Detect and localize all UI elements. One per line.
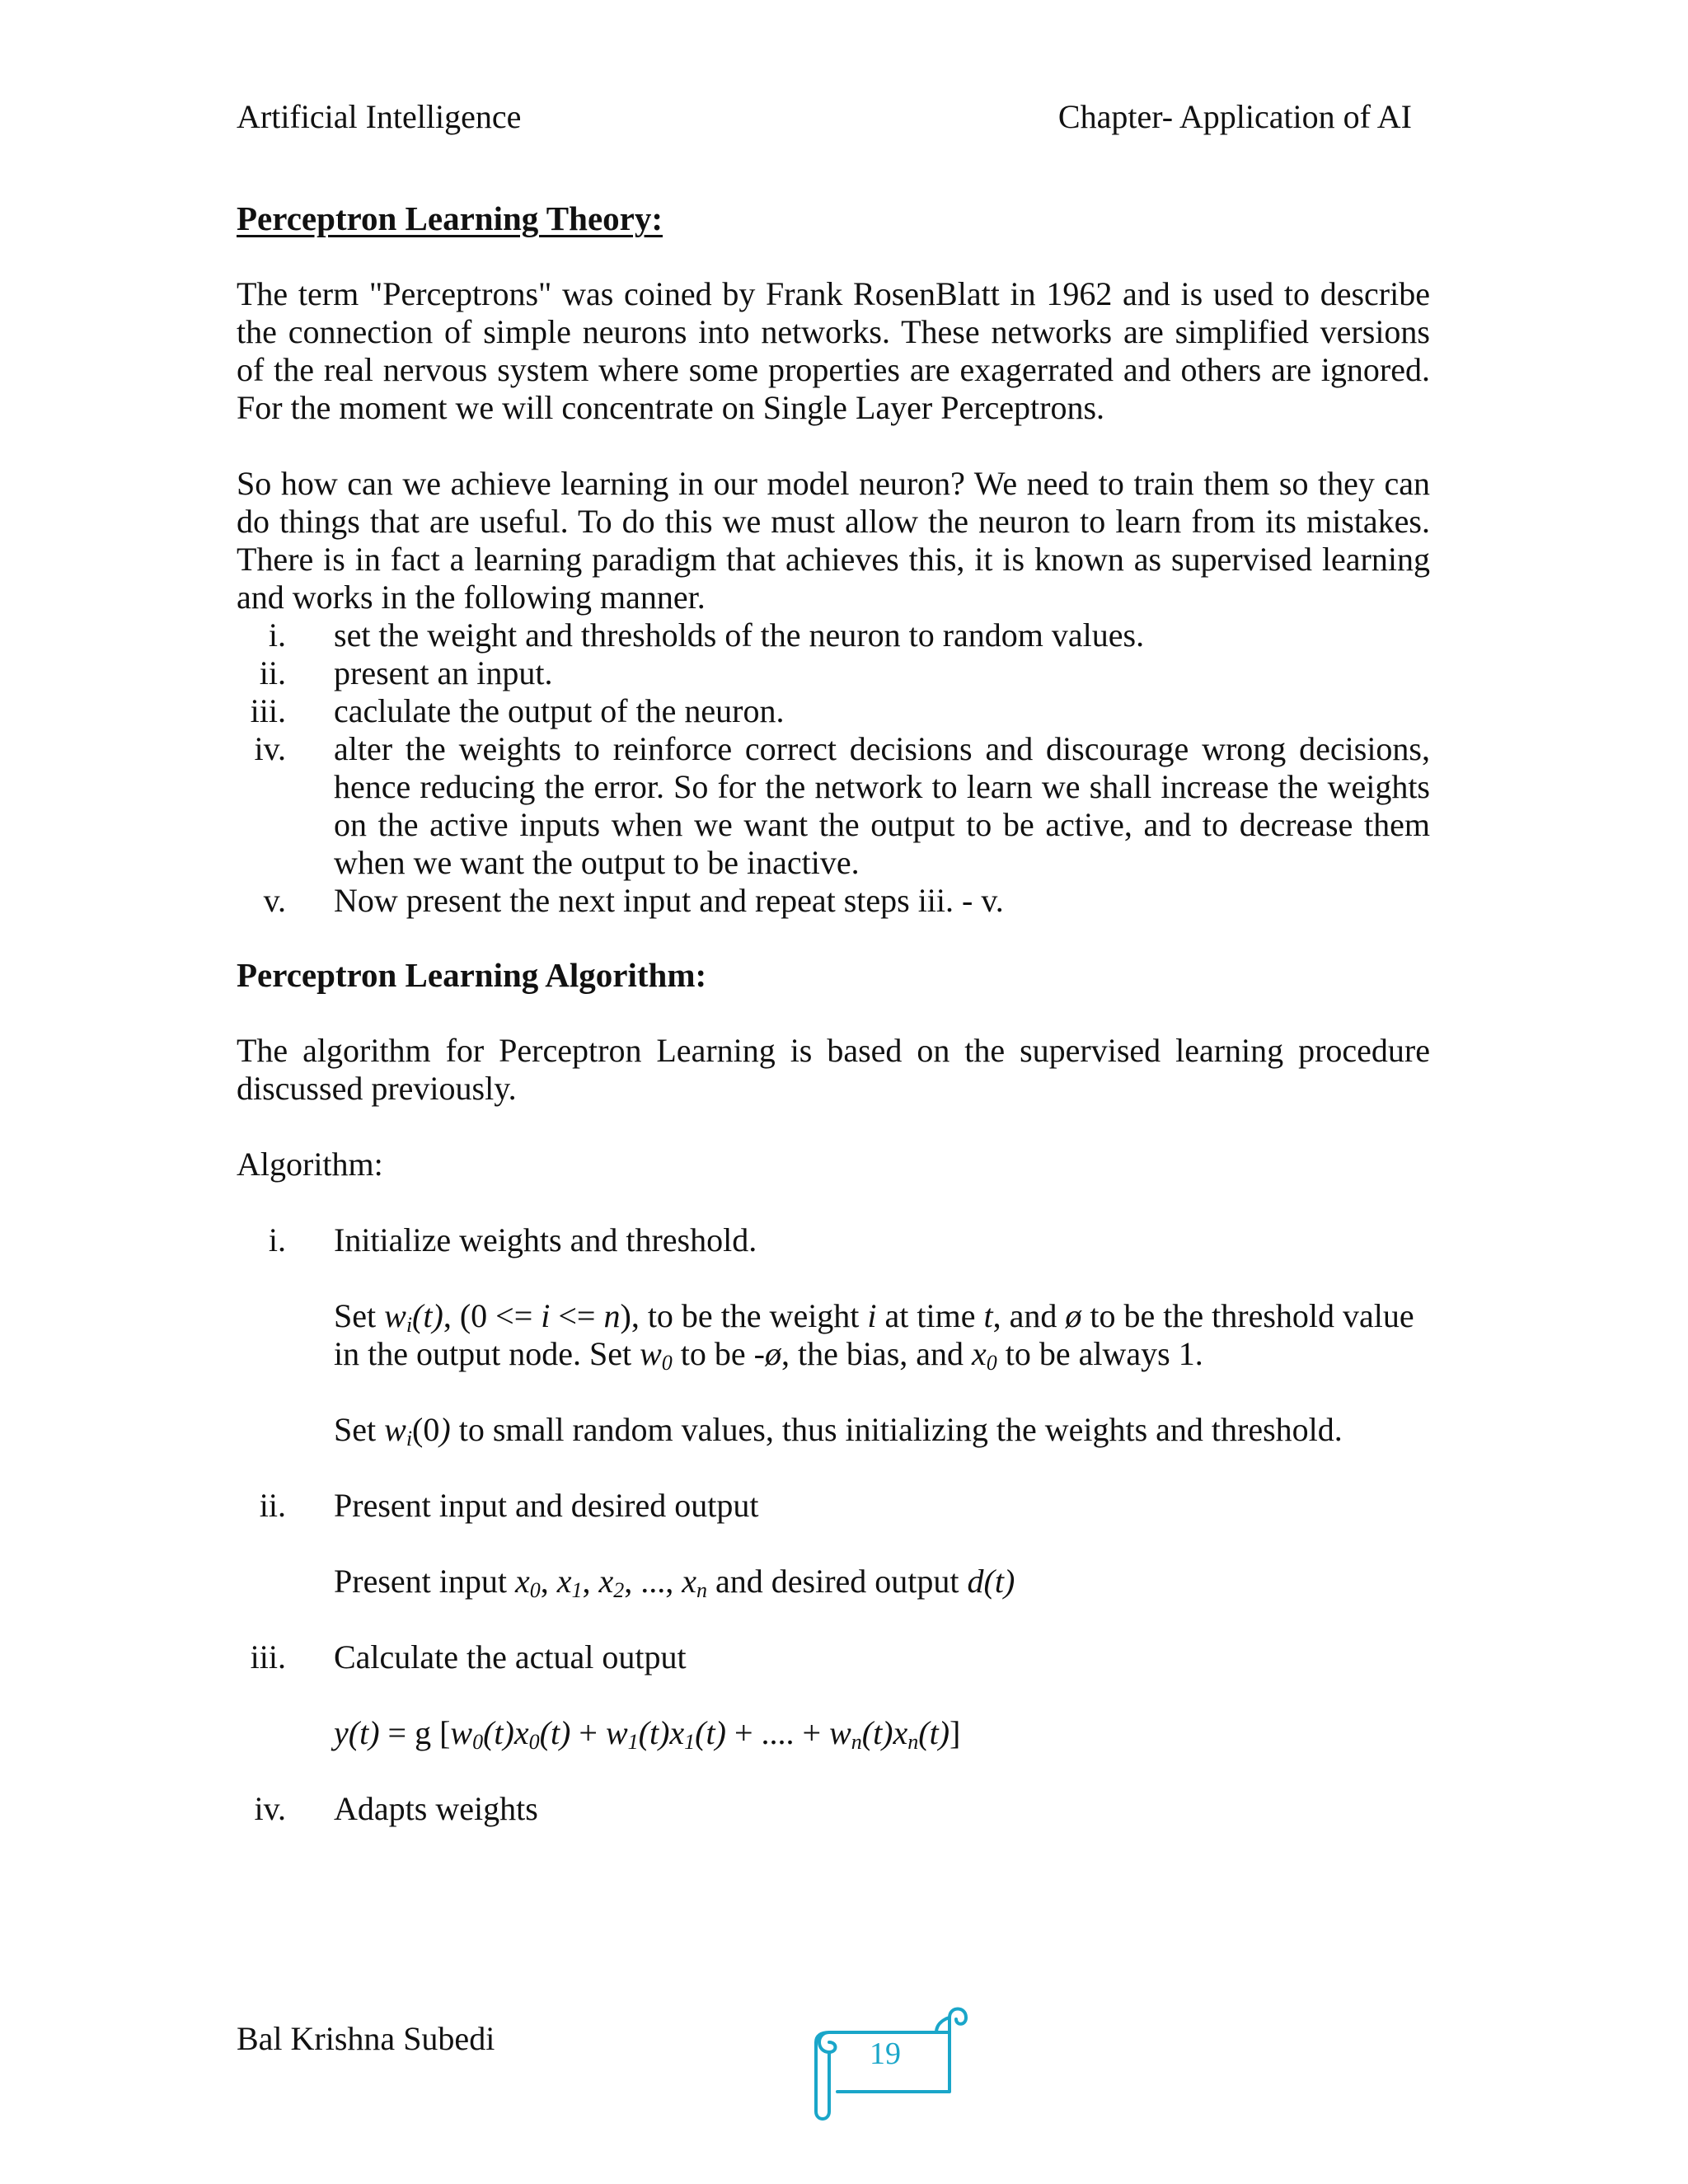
section-title-theory: Perceptron Learning Theory: bbox=[237, 199, 663, 237]
theory-paragraph-2: So how can we achieve learning in our model neuron? We need to train them so they can do things that are useful. To do this we must allow the neuron to learn from its mistakes. There is in fact a learning paradigm that achieves this, it is known as supervised learning and works in the following manner. bbox=[237, 465, 1430, 616]
theory-paragraph-1: The term "Perceptrons" was coined by Frank RosenBlatt in 1962 and is used to describe the connection of simple neurons into networks. These networks are simplified versions of the real nervous system where some properties are exagerrated and others are ignored. For the moment we will concentrate on Single Layer Perceptrons. bbox=[237, 275, 1430, 426]
header-chapter-title: Chapter- Application of AI bbox=[1057, 98, 1412, 135]
list-text: present an input. bbox=[334, 654, 553, 691]
list-item bbox=[237, 654, 1430, 692]
list-text: Now present the next input and repeat steps iii. - v. bbox=[334, 882, 1004, 919]
list-number: iii. bbox=[250, 692, 286, 729]
page-number: 19 bbox=[870, 2036, 901, 2071]
list-number: ii. bbox=[259, 654, 286, 691]
list-number: ii. bbox=[259, 1487, 286, 1524]
output-formula: y(t) = g [$w_0(t)x_0(t) + w_1(t)x_1(t)$ + .... + $w_n(t)x_n(t)$] bbox=[334, 1714, 961, 1754]
algorithm-step-heading: Initialize weights and threshold. bbox=[334, 1221, 757, 1258]
algorithm-step bbox=[237, 1638, 1430, 1676]
footer-author: Bal Krishna Subedi bbox=[237, 2020, 495, 2057]
algorithm-step-heading: Present input and desired output bbox=[334, 1487, 759, 1524]
list-item bbox=[237, 730, 1430, 882]
list-item bbox=[237, 882, 1430, 920]
algorithm-step bbox=[237, 1487, 1430, 1525]
list-number: iv. bbox=[254, 730, 286, 767]
list-number: v. bbox=[263, 882, 286, 919]
learning-steps-list bbox=[237, 616, 1430, 920]
list-text: set the weight and thresholds of the neuron to random values. bbox=[334, 616, 1145, 654]
algorithm-step bbox=[237, 1790, 1430, 1828]
section-title-algorithm: Perceptron Learning Algorithm: bbox=[237, 956, 707, 994]
list-item bbox=[237, 616, 1430, 654]
page-content bbox=[237, 198, 1430, 1828]
algorithm-step-heading: Adapts weights bbox=[334, 1790, 538, 1827]
algorithm-label: Algorithm: bbox=[237, 1146, 383, 1183]
list-text: alter the weights to reinforce correct decisions and discourage wrong decisions, hence reducing the error. So for the network to learn we shall increase the weights on the active inputs when we want the output to be active, and to decrease them when we want the output to be inactive. bbox=[334, 730, 1430, 881]
list-number: iii. bbox=[250, 1638, 286, 1675]
list-number: iv. bbox=[254, 1790, 286, 1827]
initialize-description: Set $w_i(t)$, (0 <= i <= n), to be the weight i at time t, and ø to be the threshold value in the output node. Set $w_0$ to be -ø, the bias, and $x_0$ to be always 1. bbox=[334, 1297, 1414, 1375]
list-number: i. bbox=[268, 616, 286, 654]
header-course-title: Artificial Intelligence bbox=[237, 98, 522, 135]
list-item bbox=[237, 692, 1430, 730]
initialize-random-description: Set $w_i(0)$ to small random values, thus initializing the weights and threshold. bbox=[334, 1411, 1343, 1451]
algorithm-step-heading: Calculate the actual output bbox=[334, 1638, 687, 1675]
algorithm-intro-paragraph: The algorithm for Perceptron Learning is based on the supervised learning procedure discussed previously. bbox=[237, 1032, 1430, 1107]
list-text: caclulate the output of the neuron. bbox=[334, 692, 785, 729]
present-input-description: Present input $x_0$, $x_1$, $x_2$, ..., $x_n$ and desired output d(t) bbox=[334, 1563, 1015, 1602]
list-number: i. bbox=[268, 1221, 286, 1258]
algorithm-step bbox=[237, 1221, 1430, 1259]
